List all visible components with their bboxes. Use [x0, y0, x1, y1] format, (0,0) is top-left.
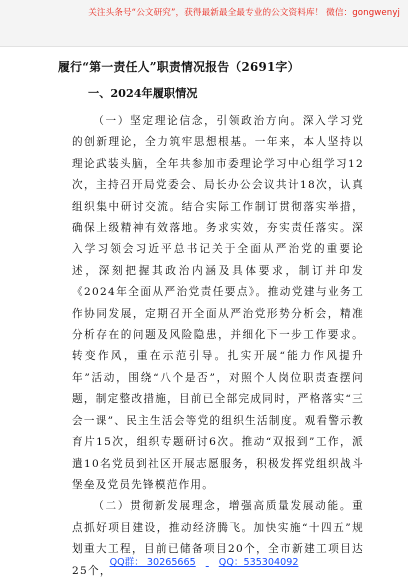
top-banner [0, 0, 408, 47]
section-heading: 一、2024年履职情况 [88, 86, 198, 100]
paragraph-2: （二）贯彻新发展理念，增强高质量发展动能。重点抓好项目建设，推动经济腾飞。加快实施“十四五”规划重大工程，目前已储备项目20个，全市新建工项目达25个， [72, 500, 364, 577]
document-title: 履行“第一责任人”职责情况报告（2691字） [58, 60, 300, 74]
document-body [58, 58, 364, 582]
footer-contact [0, 554, 408, 568]
banner-text: 关注头条号“公文研究”，获得最新最全最专业的公文资料库！ 微信：gongwenyj [88, 8, 400, 18]
footer-qq[interactable]: QQ：535304092 [218, 557, 299, 568]
paragraph-1: （一）坚定理论信念，引领政治方向。深入学习党的创新理论，全力筑牢思想根基。一年来，本人坚持以理论武装头脑，全年共参加市委理论学习中心组学习12次，主持召开局党委会、局长办公会议共计18次，认真组织集中研讨交流。结合实际工作制订贯彻落实举措，确保上级精神有效落地。务求实效，夯实责任落实。深入学习领会习近平总书记关于全面从严治党的重要论述，深刻把握其政治内涵及具体要求，制订并印发《2024年全面从严治党责任要点》。推动党建与业务工作协同发展，定期召开全面从严治党形势分析会，精准分析存在的问题及风险隐患，并细化下一步工作要求。转变作风，重在示范引导。扎实开展“能力作风提升年”活动，围绕“八个是否”，对照个人岗位职责查摆问题，制定整改措施，目前已全部完成同时，严格落实“三会一课”、民主生活会等党的组织生活制度。观看警示教育片15次，组织专题研讨6次。推动“双报到”工作，派遣10名党员到社区开展志愿服务，积极发挥党组织战斗堡垒及党员先锋模范作用。 [72, 115, 364, 491]
footer-qq-group[interactable]: QQ群： 30265665 [109, 557, 196, 568]
